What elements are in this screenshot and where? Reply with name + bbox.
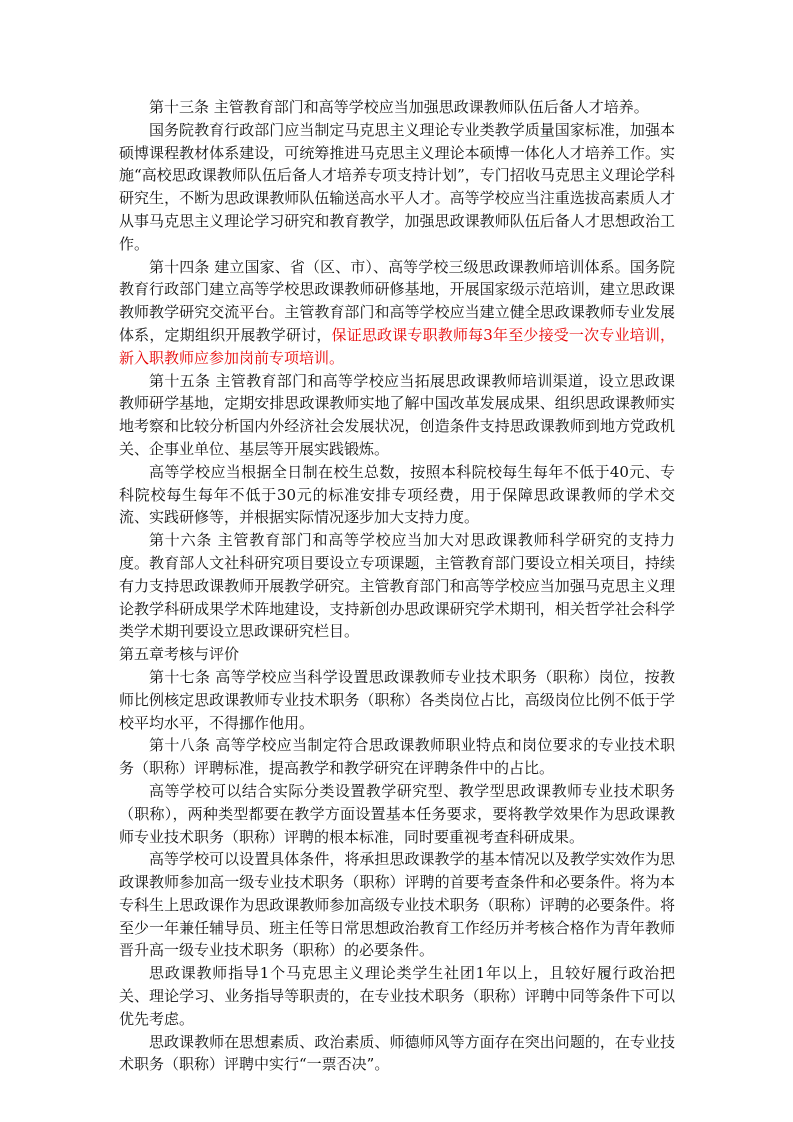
article-15: 第十五条 主管教育部门和高等学校应当拓展思政课教师培训渠道，设立思政课教师研学基地，定期安排思政课教师实地了解中国改革发展成果、组织思政课教师实地考察和比较分析国内外经济社会发展状况，创造条件支持思政课教师到地方党政机关、企事业单位、基层等开展实践锻炼。 xyxy=(119,371,675,458)
article-14: 第十四条 建立国家、省（区、市）、高等学校三级思政课教师培训体系。国务院教育行政部门建立高等学校思政课教师研修基地，开展国家级示范培训，建立思政课教师教学研究交流平台。主管教育部门和高等学校应当建立健全思政课教师专业发展体系，定期组织开展教学研讨，保证思政课专职教师每3年至少接受一次专业培训，新入职教师应参加岗前专项培训。 xyxy=(119,257,675,367)
paragraph: 思政课教师指导1个马克思主义理论类学生社团1年以上，且较好履行政治把关、理论学习、业务指导等职责的，在专业技术职务（职称）评聘中同等条件下可以优先考虑。 xyxy=(119,964,675,1028)
document-body xyxy=(119,96,675,1076)
article-16: 第十六条 主管教育部门和高等学校应当加大对思政课教师科学研究的支持力度。教育部人文社科研究项目要设立专项课题，主管教育部门要设立相关项目，持续有力支持思政课教师开展教学研究。主管教育部门和高等学校应当加强马克思主义理论教学科研成果学术阵地建设，支持新创办思政课研究学术期刊，相关哲学社会科学类学术期刊要设立思政课研究栏目。 xyxy=(119,531,675,641)
paragraph: 国务院教育行政部门应当制定马克思主义理论专业类教学质量国家标准，加强本硕博课程教材体系建设，可统筹推进马克思主义理论本硕博一体化人才培养工作。实施“高校思政课教师队伍后备人才培养专项支持计划”，专门招收马克思主义理论学科研究生，不断为思政课教师队伍输送高水平人才。高等学校应当注重选拔高素质人才从事马克思主义理论学习研究和教育教学，加强思政课教师队伍后备人才思想政治工作。 xyxy=(119,120,675,253)
article-18: 第十八条 高等学校应当制定符合思政课教师职业特点和岗位要求的专业技术职务（职称）评聘标准，提高教学和教学研究在评聘条件中的占比。 xyxy=(119,736,675,778)
article-13-title: 第十三条 主管教育部门和高等学校应当加强思政课教师队伍后备人才培养。 xyxy=(149,98,649,116)
chapter-5-heading: 第五章考核与评价 xyxy=(119,645,240,664)
paragraph: 思政课教师在思想素质、政治素质、师德师风等方面存在突出问题的，在专业技术职务（职称）评聘中实行“一票否决”。 xyxy=(119,1032,675,1074)
article-17: 第十七条 高等学校应当科学设置思政课教师专业技术职务（职称）岗位，按教师比例核定思政课教师专业技术职务（职称）各类岗位占比，高级岗位比例不低于学校平均水平，不得挪作他用。 xyxy=(119,667,675,732)
paragraph: 高等学校可以结合实际分类设置教学研究型、教学型思政课教师专业技术职务（职称），两种类型都要在教学方面设置基本任务要求，要将教学效果作为思政课教师专业技术职务（职称）评聘的根本标准，同时要重视考查科研成果。 xyxy=(119,781,675,846)
highlighted-text: 保证思政课专职教师每3年至少接受一次专业培训，新入职教师应参加岗前专项培训。 xyxy=(119,325,675,367)
paragraph: 高等学校可以设置具体条件，将承担思政课教学的基本情况以及教学实效作为思政课教师参加高一级专业技术职务（职称）评聘的首要考查条件和必要条件。将为本专科生上思政课作为思政课教师参加高级专业技术职务（职称）评聘的必要条件。将至少一年兼任辅导员、班主任等日常思想政治教育工作经历并考核合格作为青年教师晋升高一级专业技术职务（职称）的必要条件。 xyxy=(119,850,675,960)
paragraph: 高等学校应当根据全日制在校生总数，按照本科院校每生每年不低于40元、专科院校每生每年不低于30元的标准安排专项经费，用于保障思政课教师的学术交流、实践研修等，并根据实际情况逐步加大支持力度。 xyxy=(119,462,675,527)
